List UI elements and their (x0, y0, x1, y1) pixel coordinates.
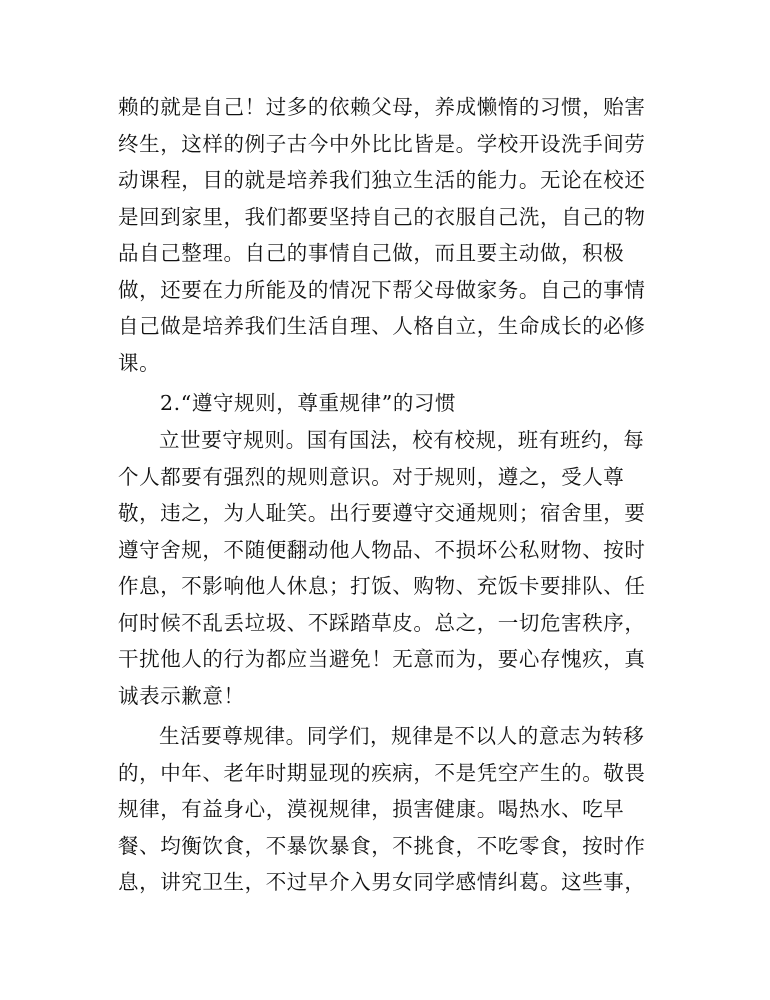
paragraph-line: 终生，这样的例子古今中外比比皆是。学校开设洗手间劳 (118, 131, 646, 156)
paragraph-line: 个人都要有强烈的规则意识。对于规则，遵之，受人尊 (118, 464, 625, 489)
paragraph-line: 息，讲究卫生，不过早介入男女同学感情纠葛。这些事， (118, 870, 646, 894)
paragraph-independence (118, 89, 666, 381)
paragraph-line: 规律，有益身心，漠视规律，损害健康。喝热水、吃早 (118, 797, 625, 821)
paragraph-line: 做，还要在力所能及的情况下帮父母做家务。自己的事情 (118, 277, 646, 302)
paragraph-line: 作息，不影响他人休息；打饭、购物、充饭卡要排队、任 (118, 574, 646, 598)
section-heading (160, 385, 708, 422)
section-heading-text: 2.“遵守规则，尊重规律”的习惯 (160, 391, 457, 415)
paragraph-line: 诚表示歉意！ (118, 683, 245, 708)
paragraph-line: 敬，违之，为人耻笑。出行要遵守交通规则；宿舍里，要 (118, 501, 646, 525)
paragraph-line: 生活要尊规律。同学们，规律是不以人的意志为转移 (159, 724, 645, 748)
paragraph-line: 是回到家里，我们都要坚持自己的衣服自己洗，自己的物 (118, 204, 646, 229)
paragraph-line: 干扰他人的行为都应当避免！无意而为，要心存愧疚，真 (118, 647, 646, 671)
paragraph-line: 何时候不乱丢垃圾、不踩踏草皮。总之，一切危害秩序， (118, 610, 646, 635)
paragraph-line: 赖的就是自己！过多的依赖父母，养成懒惰的习惯，贻害 (118, 95, 646, 119)
paragraph-line: 动课程，目的就是培养我们独立生活的能力。无论在校还 (118, 168, 646, 192)
paragraph-rules (118, 422, 666, 714)
paragraph-line: 餐、均衡饮食，不暴饮暴食，不挑食，不吃零食，按时作 (118, 833, 646, 858)
paragraph-line: 自己做是培养我们生活自理、人格自立，生命成长的必修 (118, 314, 646, 338)
paragraph-line: 课。 (118, 350, 161, 375)
paragraph-line: 的，中年、老年时期显现的疾病，不是凭空产生的。敬畏 (118, 760, 646, 785)
paragraph-laws (118, 718, 666, 901)
paragraph-line: 遵守舍规，不随便翻动他人物品、不损坏公私财物、按时 (118, 537, 646, 562)
paragraph-line: 立世要守规则。国有国法，校有校规，班有班约，每 (159, 428, 645, 452)
paragraph-line: 品自己整理。自己的事情自己做，而且要主动做，积极 (118, 241, 625, 265)
